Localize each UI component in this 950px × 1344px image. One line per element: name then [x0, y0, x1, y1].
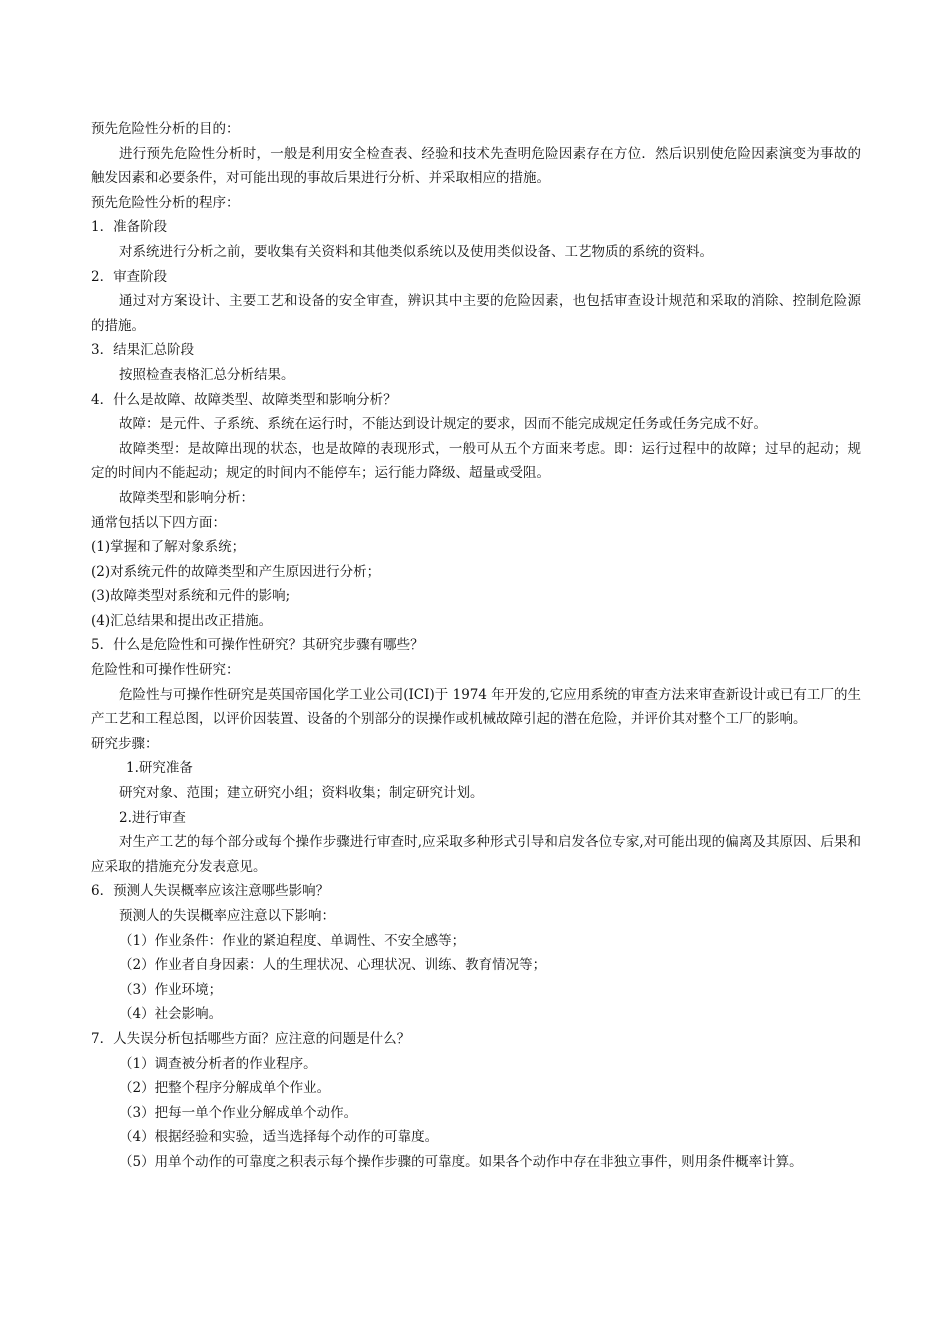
step-conduct-review: 2.进行审查: [119, 809, 186, 826]
paragraph-purpose: 进行预先危险性分析时，一般是利用安全检查表、经验和技术先查明危险因素存在方位．然后识别使危险因素演变为事故的触发因素和必要条件，对可能出现的事故后果进行分析、并采取相应的措施。: [91, 145, 861, 187]
question-4-title: 4．什么是故障、故障类型、故障类型和影响分析？: [91, 391, 397, 408]
step-title-prepare: 1．准备阶段: [91, 219, 168, 236]
list-item: （1）作业条件：作业的紧迫程度、单调性、不安全感等；: [119, 932, 466, 949]
paragraph-research-prepare: 研究对象、范围；建立研究小组；资料收集；制定研究计划。: [119, 785, 484, 802]
list-item: （2）把整个程序分解成单个作业。: [119, 1080, 331, 1097]
list-item: (1)掌握和了解对象系统；: [91, 539, 246, 556]
list-item: （4）根据经验和实验，适当选择每个动作的可靠度。: [119, 1129, 439, 1146]
list-item: （5）用单个动作的可靠度之积表示每个操作步骤的可靠度。如果各个动作中存在非独立事件，则用条件概率计算。: [119, 1153, 803, 1170]
list-item: （3）作业环境；: [119, 981, 223, 998]
list-item: （2）作业者自身因素：人的生理状况、心理状况、训练、教育情况等；: [119, 957, 547, 974]
list-item: （4）社会影响。: [119, 1006, 223, 1023]
heading-program: 预先危险性分析的程序：: [91, 194, 240, 211]
paragraph-hazop: 危险性与可操作性研究是英国帝国化学工业公司(ICI)于 1974 年开发的,它应用系统的审查方法来审查新设计或已有工厂的生产工艺和工程总图，以评价因装置、设备的个别部分的误操作或机械故障引起的潜在危险，并评价其对整个工厂的影响。: [91, 686, 861, 728]
question-7-title: 7．人失误分析包括哪些方面？应注意的问题是什么？: [91, 1030, 411, 1047]
step-title-summary: 3．结果汇总阶段: [91, 342, 195, 359]
paragraph-fault: 故障：是元件、子系统、系统在运行时，不能达到设计规定的要求，因而不能完成规定任务或任务完成不好。: [119, 416, 767, 433]
paragraph-prepare: 对系统进行分析之前，要收集有关资料和其他类似系统以及使用类似设备、工艺物质的系统的资料。: [119, 243, 713, 260]
paragraph-hazop-heading: 危险性和可操作性研究：: [91, 662, 240, 679]
list-item: (2)对系统元件的故障类型和产生原因进行分析；: [91, 563, 381, 580]
paragraph-conduct-review: 对生产工艺的每个部分或每个操作步骤进行审查时,应采取多种形式引导和启发各位专家,对可能出现的偏离及其原因、后果和应采取的措施充分发表意见。: [91, 834, 861, 875]
paragraph-summary: 按照检查表格汇总分析结果。: [119, 366, 295, 383]
paragraph-steps-heading: 研究步骤：: [91, 735, 159, 752]
document-body: [91, 117, 861, 1175]
paragraph-fmea: 故障类型和影响分析：: [119, 489, 254, 506]
list-item: （1）调查被分析者的作业程序。: [119, 1055, 317, 1072]
question-6-title: 6．预测人失误概率应该注意哪些影响？: [91, 883, 330, 900]
list-item: (4)汇总结果和提出改正措施。: [91, 612, 273, 629]
list-item: (3)故障类型对系统和元件的影响;: [91, 588, 291, 605]
list-item: （3）把每一单个作业分解成单个动作。: [119, 1104, 358, 1121]
step-title-review: 2．审查阶段: [91, 268, 168, 285]
question-5-title: 5．什么是危险性和可操作性研究？其研究步骤有哪些？: [91, 637, 424, 654]
paragraph-usual: 通常包括以下四方面：: [91, 514, 226, 531]
paragraph-q6-intro: 预测人的失误概率应注意以下影响：: [119, 908, 335, 924]
paragraph-fault-type: 故障类型：是故障出现的状态，也是故障的表现形式，一般可从五个方面来考虑。即：运行过程中的故障；过早的起动；规定的时间内不能起动；规定的时间内不能停车；运行能力降级、超量或受阻。: [91, 440, 861, 482]
step-research-prepare: 1.研究准备: [126, 760, 193, 777]
paragraph-review: 通过对方案设计、主要工艺和设备的安全审查，辨识其中主要的危险因素，也包括审查设计规范和采取的消除、控制危险源的措施。: [91, 293, 861, 334]
heading-purpose: 预先危险性分析的目的：: [91, 121, 240, 137]
